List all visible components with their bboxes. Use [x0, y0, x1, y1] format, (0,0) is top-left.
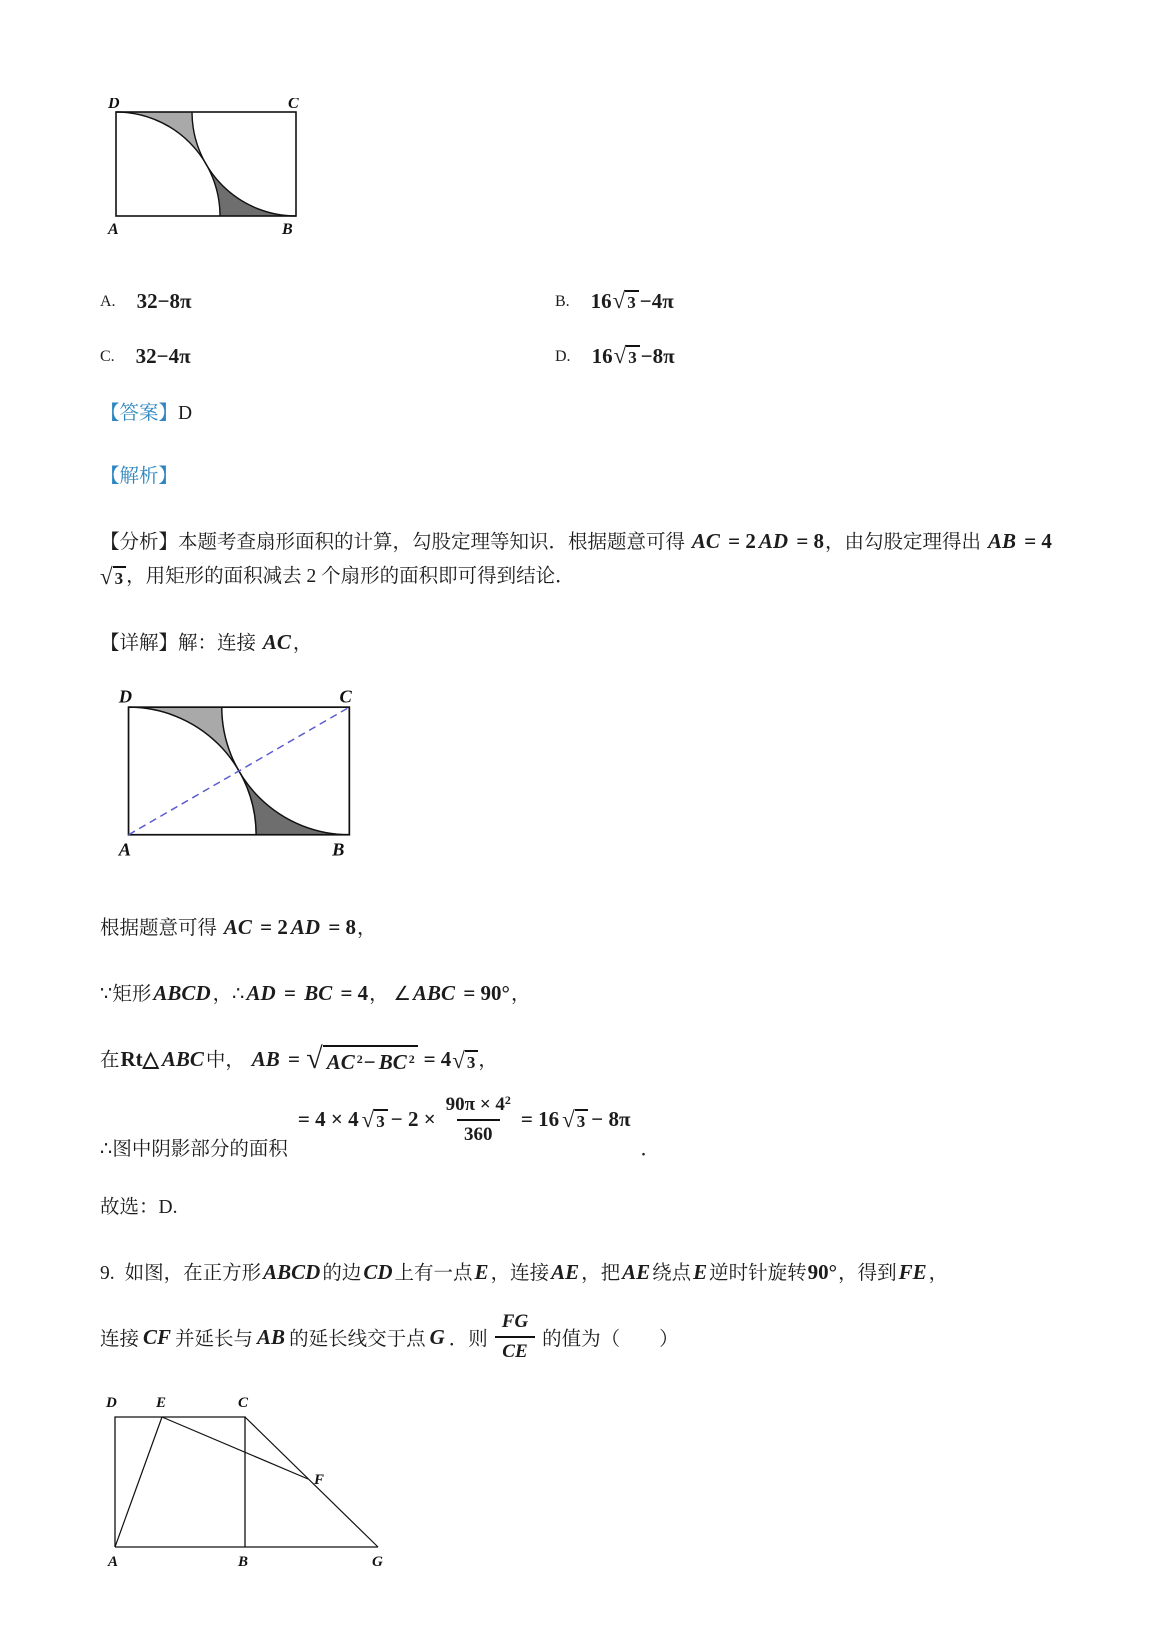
segment-ef: [162, 1417, 308, 1479]
deduce-line-3: 在Rt△ ABC 中， AB = √ AC $^2$− BC $^2$ = 4 √ 3 ，: [100, 1041, 498, 1075]
figure-2-rectangle-diagonal: [116, 690, 368, 874]
math-ab: AB: [987, 529, 1016, 554]
figure-2-container: [116, 690, 1060, 879]
sqrt-radical: √ 3: [562, 1108, 588, 1132]
analysis-tag-line: [100, 460, 1060, 494]
sqrt-radical: √ 3: [613, 289, 639, 313]
figure3-label-e: E: [156, 1395, 167, 1412]
math-rt-triangle: Rt△: [120, 1046, 159, 1071]
math-abc: ABC: [413, 980, 456, 1005]
fenxi-text-1: 本题考查扇形面积的计算，勾股定理等知识．根据题意可得: [178, 532, 686, 554]
answer-line: [100, 397, 1060, 431]
math-cd: CD: [363, 1259, 393, 1284]
math-cf: CF: [143, 1324, 172, 1349]
segment-cg: [245, 1417, 378, 1547]
figure1-label-a: A: [108, 221, 119, 238]
option-b: [555, 289, 1060, 314]
segment-ae: [115, 1417, 162, 1547]
shaded-area-equation: = 4 × 4 √ 3 − 2 × $\frac{90\pi \times 4^2}{360}$ = 16 √ 3 − 8π: [297, 1093, 631, 1145]
math-abc: ABC: [161, 1046, 204, 1071]
fenxi-paragraph: 【分析】本题考查扇形面积的计算，勾股定理等知识．根据题意可得 AC = 2 AD = 8，由勾股定理得出 AB = 4 √ 3 ，用矩形的面积减去 2 个扇形的面积即可得到结论．: [100, 529, 1052, 590]
shaded-area-formula-line: [100, 1093, 1060, 1161]
math-ac: AC: [691, 529, 720, 554]
deduce-line-1: 根据题意可得 AC = 2 AD = 8，: [100, 914, 377, 939]
math-ab: AB: [257, 1324, 286, 1349]
option-b-label: B.: [555, 292, 570, 310]
xiangjie-line: 【详解】解：连接 AC ，: [100, 629, 313, 654]
fraction-sector-area: $\frac{90\pi \times 4^2}{360}$: [445, 1093, 511, 1145]
diagonal-ac-dashed: [129, 707, 350, 835]
question-9-line-1: 9. 如图，在正方形ABCD 的边CD 上有一点E ，连接AE ，把AE 绕点E 逆时针旋转90°，得到FE ，: [100, 1259, 949, 1284]
arc-center-a: [129, 707, 257, 835]
radical-sign: √: [452, 1047, 465, 1073]
radical-sign: √: [613, 343, 627, 369]
figure2-label-a: A: [118, 839, 132, 860]
radical-sign: √: [361, 1106, 375, 1132]
figure2-label-b: B: [332, 839, 345, 860]
math-fe: FE: [898, 1259, 927, 1284]
sqrt-radical: √ 3: [452, 1049, 478, 1073]
option-d-label: D.: [555, 347, 571, 365]
figure3-label-b: B: [238, 1554, 249, 1571]
shaded-area-text: ∴图中阴影部分的面积: [100, 1138, 288, 1160]
math-ae: AE: [551, 1259, 580, 1284]
fenxi-text-3: ，用矩形的面积减去 2 个扇形的面积即可得到结论．: [126, 566, 575, 588]
arc-center-c: [222, 707, 350, 835]
figure3-label-c: C: [238, 1395, 249, 1412]
radical-sign: √: [612, 288, 626, 314]
fenxi-tag: 【分析】: [100, 532, 179, 554]
option-c-value: 32−4π: [135, 344, 191, 368]
math-abcd: ABCD: [153, 980, 211, 1005]
period: ．: [640, 1138, 661, 1160]
sqrt-radical: √ 3: [614, 344, 640, 368]
option-a-label: A.: [100, 292, 116, 310]
square-sides: [115, 1417, 245, 1547]
fenxi-text-2: ，由勾股定理得出: [825, 532, 982, 554]
deduce-line-2: ∵矩形ABCD ，∴AD = BC = 4， ∠ABC = 90°，: [100, 980, 531, 1005]
figure3-label-a: A: [108, 1554, 119, 1571]
question-9-line-2: 连接 CF 并延长与 AB 的延长线交于点 G ．则 $\frac{FG}{CE}$ 的值为（ ）: [100, 1310, 679, 1362]
figure-3-container: [100, 1387, 1060, 1577]
math-ab: AB: [251, 1046, 280, 1071]
option-c-label: C.: [100, 347, 115, 365]
figure1-label-b: B: [282, 221, 293, 238]
answer-tag: 【答案】: [100, 403, 179, 424]
math-ac: AC: [262, 629, 291, 654]
figure2-label-c: C: [339, 689, 352, 706]
math-ad: AD: [758, 529, 789, 554]
option-d: [555, 344, 1060, 369]
figure3-label-f: F: [314, 1472, 325, 1489]
question-number: 9.: [100, 1262, 115, 1284]
math-ad: AD: [246, 980, 276, 1005]
radical-sign: √: [100, 564, 113, 590]
option-b-value: 16 √ 3 −4π: [590, 288, 674, 314]
figure1-label-c: C: [288, 98, 299, 112]
sqrt-radical: √ 3: [362, 1108, 388, 1132]
arc-center-c: [192, 112, 296, 216]
figure3-label-d: D: [106, 1395, 117, 1412]
figure2-label-d: D: [118, 689, 133, 706]
conclusion-line: 故选：D.: [100, 1196, 178, 1218]
math-ac: AC: [326, 1049, 355, 1074]
math-bc: BC: [304, 980, 333, 1005]
option-d-value: 16 √ 3 −8π: [591, 343, 675, 369]
xiangjie-tag: 【详解】: [100, 632, 179, 654]
math-bc: BC: [378, 1049, 407, 1074]
math-ae: AE: [622, 1259, 651, 1284]
figure-1-container: [106, 98, 1060, 253]
option-a: [100, 289, 555, 314]
answer-value: D: [178, 403, 193, 424]
math-ad: AD: [290, 914, 321, 939]
jiexi-tag: 【解析】: [100, 466, 179, 488]
figure1-label-d: D: [108, 98, 120, 112]
arc-center-a: [116, 112, 220, 216]
sqrt-radical-big: √ AC $^2$− BC $^2$: [306, 1044, 417, 1076]
radical-sign: √: [562, 1106, 575, 1132]
figure-3-square-rotation: [100, 1387, 400, 1572]
math-e: E: [693, 1259, 708, 1284]
fraction-fg-ce: $\frac{FG}{CE}$: [495, 1311, 535, 1364]
figure-1-rectangle-shaded: [106, 98, 311, 248]
figure3-label-g: G: [372, 1554, 383, 1571]
math-g: G: [429, 1324, 445, 1349]
math-e: E: [474, 1259, 489, 1284]
option-c: [100, 344, 555, 369]
sqrt-radical: √ 3: [100, 565, 126, 589]
option-a-value: 32−8π: [136, 289, 192, 313]
math-90deg: 90°: [807, 1259, 838, 1284]
radical-sign: √: [306, 1041, 323, 1075]
math-abcd: ABCD: [263, 1259, 321, 1284]
options-grid: [100, 289, 1060, 369]
math-ac: AC: [223, 914, 252, 939]
